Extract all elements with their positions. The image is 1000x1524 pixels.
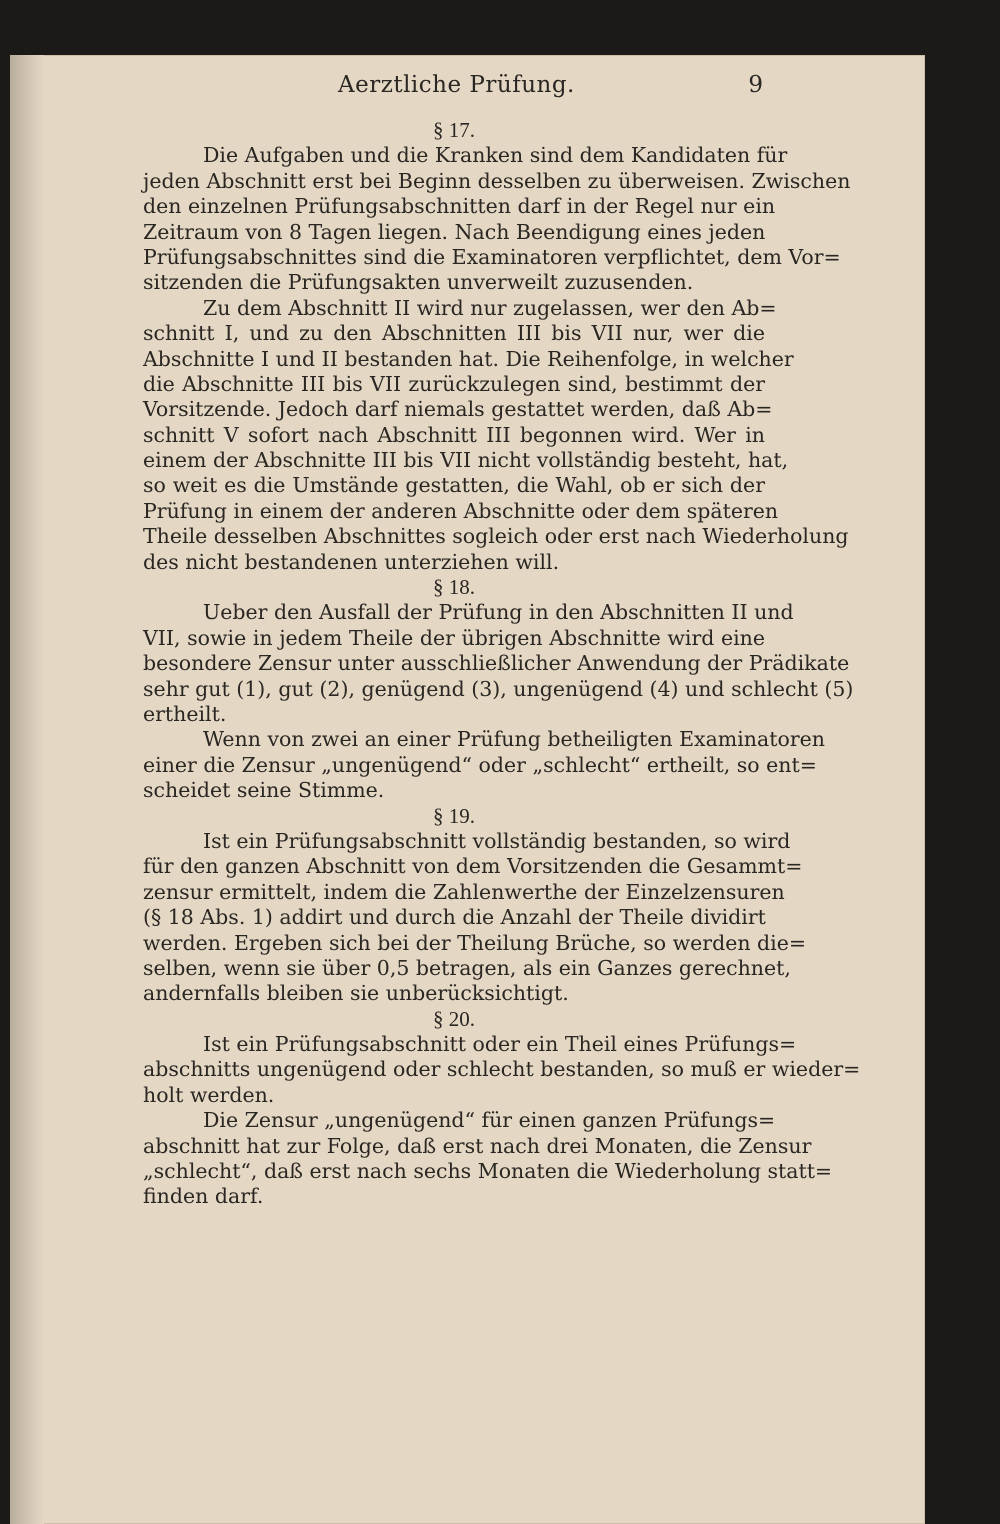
paragraph [143,828,807,1007]
text-line: selben, wenn sie über 0,5 betragen, als ein Ganzes gerechnet, [143,955,791,980]
text-line: ertheilt. [143,701,227,726]
text-line: Zu dem Abschnitt II wird nur zugelassen, wer den Ab= [203,295,777,320]
text-line: schnitt I, und zu den Abschnitten III bis VII nur, wer die [143,321,765,346]
paragraph [143,1108,833,1210]
text-line: die Abschnitte III bis VII zurückzulegen sind, bestimmt der [143,371,765,396]
paragraph [143,600,854,727]
paragraph [143,1032,861,1108]
text-line: VII, sowie in jedem Theile der übrigen Abschnitte wird eine [143,625,765,650]
text-line: Zeitraum von 8 Tagen liegen. Nach Beendigung eines jeden [143,219,766,244]
text-line: andernfalls bleiben sie unberücksichtigt. [143,981,569,1006]
text-line: abschnitt hat zur Folge, daß erst nach drei Monaten, die Zensur [143,1133,812,1158]
running-title: Aerztliche Prüfung. [338,72,575,98]
text-line: Ueber den Ausfall der Prüfung in den Abschnitten II und [203,600,794,625]
section-heading: § 17. [433,118,475,142]
text-line: Ist ein Prüfungsabschnitt oder ein Theil eines Prüfungs= [203,1032,797,1057]
text-line: (§ 18 Abs. 1) addirt und durch die Anzahl der Theile dividirt [143,905,766,930]
text-line: besondere Zensur unter ausschließlicher Anwendung der Prädikate [143,651,850,676]
text-line: Ist ein Prüfungsabschnitt vollständig bestanden, so wird [203,828,791,853]
text-line: sitzenden die Prüfungsakten unverweilt zuzusenden. [143,270,694,295]
section-heading: § 18. [433,575,475,600]
text-line: Abschnitte I und II bestanden hat. Die Reihenfolge, in welcher [143,346,794,371]
text-line: den einzelnen Prüfungsabschnitten darf in der Regel nur ein [143,194,776,219]
text-line: Prüfung in einem der anderen Abschnitte oder dem späteren [143,498,779,523]
text-line: Prüfungsabschnittes sind die Examinatoren verpflichtet, dem Vor= [143,244,841,269]
text-line: des nicht bestandenen unterziehen will. [143,549,560,574]
text-line: holt werden. [143,1082,275,1107]
text-line: sehr gut (1), gut (2), genügend (3), ungenügend (4) und schlecht (5) [143,676,854,701]
text-line: Die Zensur „ungenügend“ für einen ganzen Prüfungs= [203,1108,776,1133]
text-line: werden. Ergeben sich bei der Theilung Brüche, so werden die= [143,930,807,955]
body-text [143,118,861,1210]
text-line: schnitt V sofort nach Abschnitt III begonnen wird. Wer in [143,422,765,447]
text-line: einem der Abschnitte III bis VII nicht vollständig besteht, hat, [143,448,789,473]
paragraph [143,727,825,803]
text-line: Wenn von zwei an einer Prüfung betheiligten Examinatoren [203,727,825,752]
text-line: scheidet seine Stimme. [143,778,385,803]
paragraph [143,143,851,295]
text-line: für den ganzen Abschnitt von dem Vorsitzenden die Gesammt= [143,854,803,879]
text-line: einer die Zensur „ungenügend“ oder „schlecht“ ertheilt, so ent= [143,752,817,777]
page-number: 9 [748,72,763,98]
text-line: zensur ermittelt, indem die Zahlenwerthe der Einzelzensuren [143,879,785,904]
page-gutter-shadow [10,55,44,1524]
running-header [143,70,763,104]
text-line: jeden Abschnitt erst bei Beginn desselben zu überweisen. Zwischen [143,168,851,193]
text-line: finden darf. [143,1184,264,1209]
section-heading: § 20. [433,1006,475,1031]
text-line: Theile desselben Abschnittes sogleich oder erst nach Wiederholung [143,524,849,549]
text-line: abschnitts ungenügend oder schlecht bestanden, so muß er wieder= [143,1057,861,1082]
text-line: so weit es die Umstände gestatten, die Wahl, ob er sich der [143,473,765,498]
text-line: Die Aufgaben und die Kranken sind dem Kandidaten für [203,143,788,168]
text-line: „schlecht“, daß erst nach sechs Monaten die Wiederholung statt= [143,1159,833,1184]
text-line: Vorsitzende. Jedoch darf niemals gestattet werden, daß Ab= [143,397,773,422]
section-heading: § 19. [433,803,475,828]
paragraph [143,295,849,575]
